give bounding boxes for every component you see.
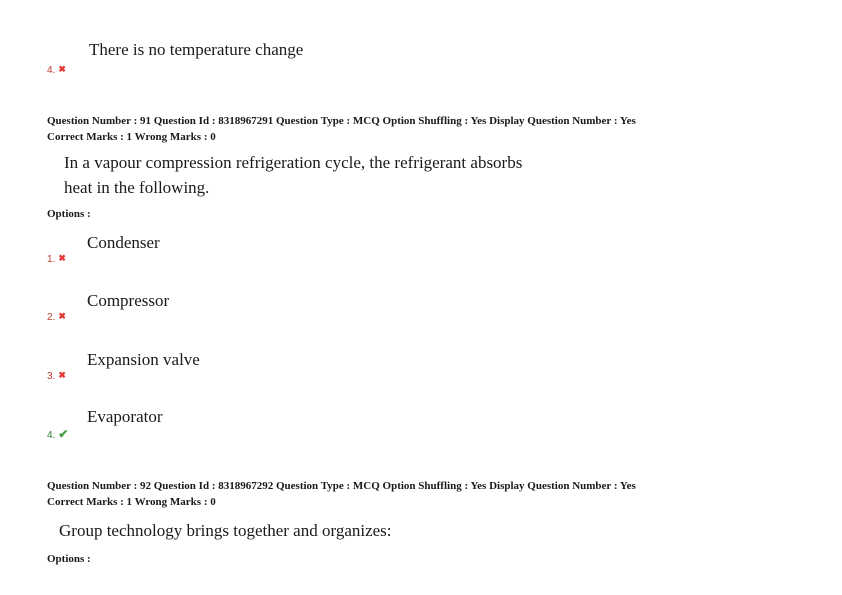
cross-mark-icon: ✖ [58, 311, 66, 321]
option-3-number [47, 370, 66, 382]
question-92-options-label: Options : [47, 553, 91, 565]
question-91-marks: Correct Marks : 1 Wrong Marks : 0 [47, 131, 216, 143]
option-2-number [47, 311, 66, 323]
cross-mark-icon: ✖ [58, 370, 66, 380]
option-number: 4. [47, 430, 56, 441]
option-1-text: Condenser [87, 233, 160, 252]
option-number: 3. [47, 371, 56, 382]
option-4-number [47, 427, 68, 441]
question-92-marks: Correct Marks : 1 Wrong Marks : 0 [47, 496, 216, 508]
option-number: 2. [47, 312, 56, 323]
option-4-text: Evaporator [87, 407, 163, 426]
check-mark-icon: ✔ [58, 427, 69, 441]
question-91-options-label: Options : [47, 208, 91, 220]
option-number: 1. [47, 254, 56, 265]
question-92-meta: Question Number : 92 Question Id : 8318967292 Question Type : MCQ Option Shuffling : Yes Display Question Number : Yes [47, 480, 636, 492]
question-91-meta: Question Number : 91 Question Id : 8318967291 Question Type : MCQ Option Shuffling : Yes Display Question Number : Yes [47, 115, 636, 127]
option-number: 4. [47, 65, 56, 76]
question-92-text: Group technology brings together and organizes: [59, 521, 392, 540]
cross-mark-icon: ✖ [58, 64, 66, 74]
option-3-text: Expansion valve [87, 350, 200, 369]
question-91-text-line1: In a vapour compression refrigeration cycle, the refrigerant absorbs [64, 153, 523, 172]
option-1-number [47, 253, 66, 265]
question-91-text-line2: heat in the following. [64, 178, 210, 197]
option-2-text: Compressor [87, 291, 170, 310]
cross-mark-icon: ✖ [58, 253, 66, 263]
prev-option-4-text: There is no temperature change [89, 40, 304, 59]
prev-option-4-number [47, 64, 66, 76]
